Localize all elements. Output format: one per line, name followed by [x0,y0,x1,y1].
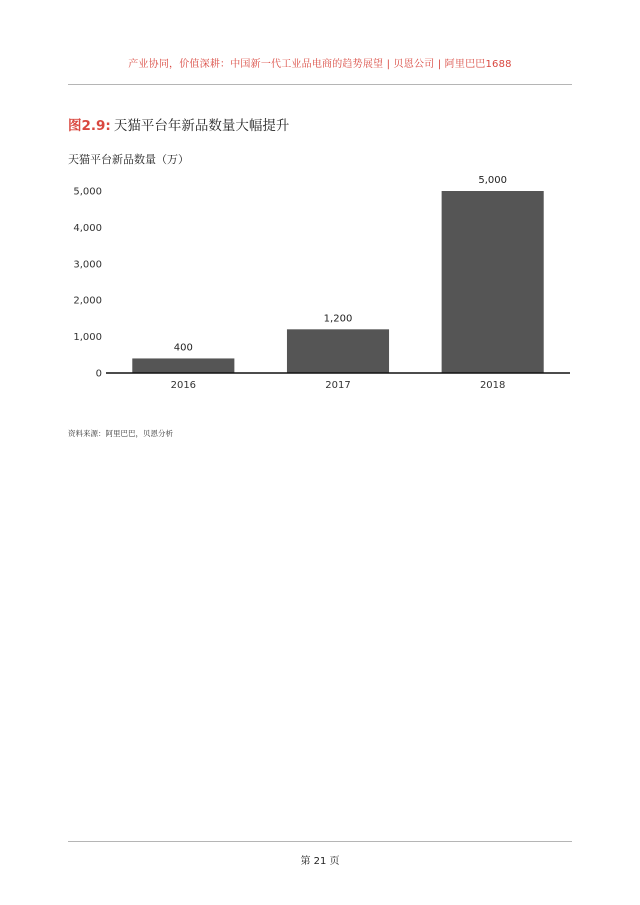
y-tick-label: 4,000 [73,222,102,234]
bar-chart [0,0,640,420]
bar-2017 [287,329,389,373]
bar-2016 [132,358,234,373]
y-tick-label: 1,000 [73,332,102,344]
value-label: 400 [173,342,193,354]
y-tick-label: 2,000 [73,295,102,307]
y-tick-label: 3,000 [73,259,102,271]
footer-divider [68,841,572,842]
y-tick-label: 5,000 [73,186,102,198]
x-tick-label: 2017 [325,380,351,391]
figure-number: 图2.9: [68,118,111,134]
value-label: 1,200 [323,313,353,325]
bar-2018 [442,191,544,373]
value-label: 5,000 [478,175,507,186]
x-tick-label: 2018 [479,380,506,391]
y-axis-labels [73,187,102,380]
y-tick-label: 0 [95,368,102,380]
x-tick-label: 2016 [170,380,197,391]
page-header: 产业协同，价值深耕：中国新一代工业品电商的趋势展望 | 贝恩公司 | 阿里巴巴1688 [128,59,512,70]
page-number: 第 21 页 [300,856,340,867]
x-axis-labels [171,380,506,391]
figure-title-text: 天猫平台年新品数量大幅提升 [113,118,290,134]
chart-title: 天猫平台新品数量（万） [68,153,189,166]
source-note: 资料来源：阿里巴巴，贝恩分析 [68,429,173,438]
bars [132,191,543,373]
